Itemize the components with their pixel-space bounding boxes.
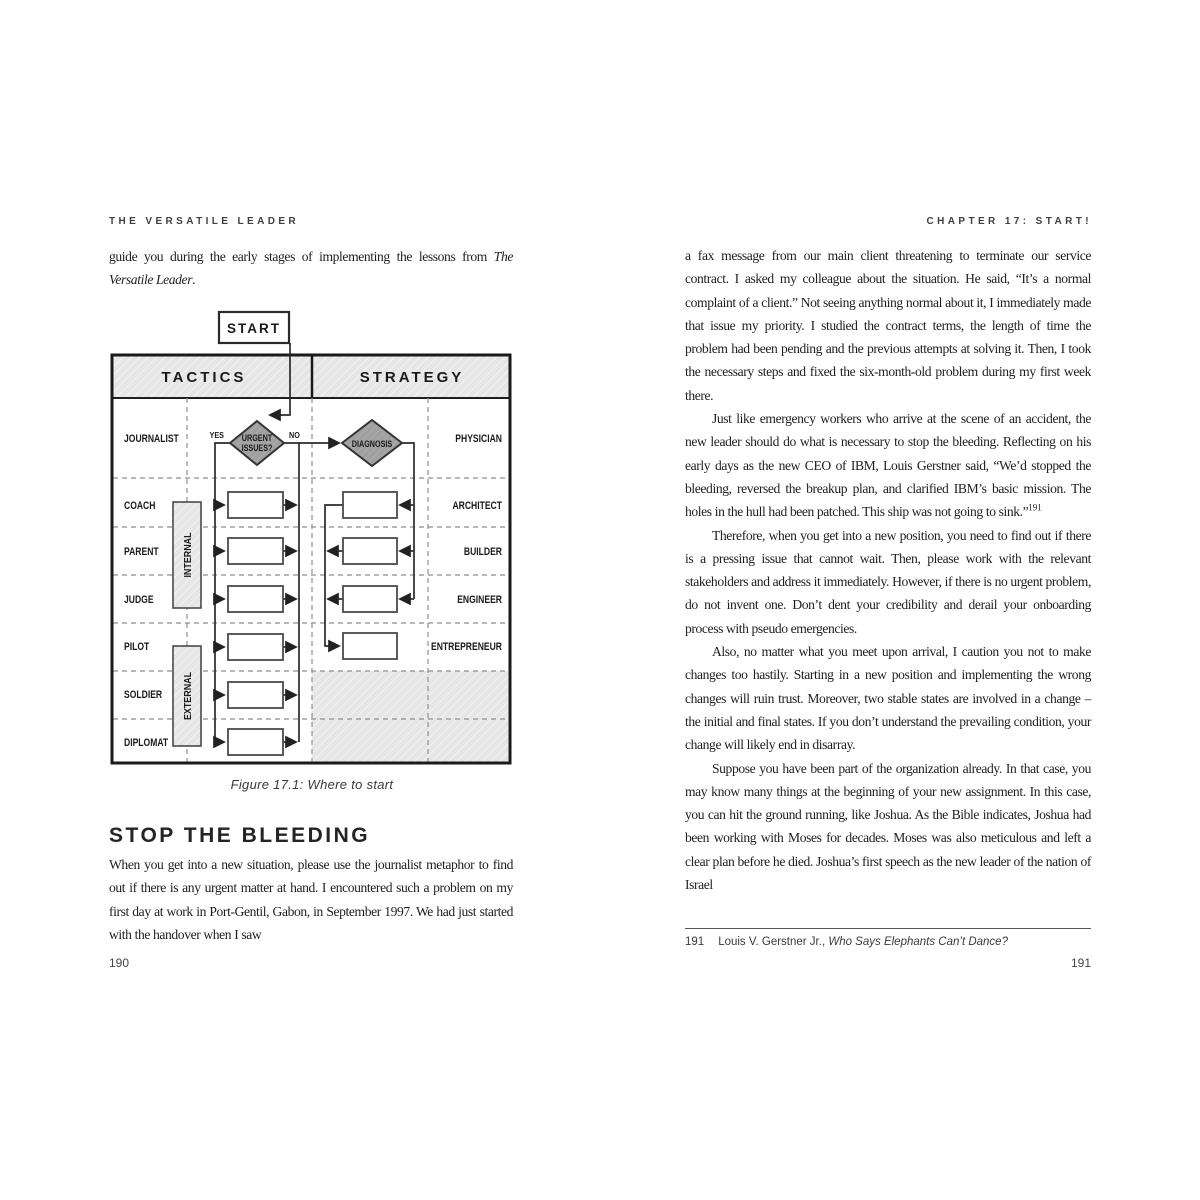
row-label: DIPLOMAT [124, 737, 169, 750]
paragraph-text: a fax message from our main client threatening to terminate our service contract. I asked my colleague about the situation. He said, “It’s a normal complaint of a client.” Not seeing anything normal about it, I immediately made that issue my priority. I studied the contract terms, the length of time the problem had been pending and the previous attempts at solving it. Then, I took the necessary steps and fixed the six-month-old problem during my first week there. [685, 248, 1091, 403]
tactics-row-labels [124, 433, 179, 749]
intro-text [109, 245, 513, 292]
no-label: NO [289, 430, 300, 441]
running-head-right: CHAPTER 17: START! [926, 216, 1092, 227]
flow-box [343, 586, 397, 612]
section-heading: STOP THE BLEEDING [109, 824, 371, 847]
footnote [685, 936, 1091, 948]
paragraph-text: Also, no matter what you meet upon arrival, I caution you not to make changes too hastily. Starting in a new position and implementing the wrong changes will ruin trust. Moreover, two stable states are involved in a change – the initial and final states. If you don’t understand the prevailing condition, your change will likely end in disarray. [685, 644, 1091, 753]
page-number-left: 190 [109, 956, 130, 970]
footnote-marker: 191 [1028, 502, 1042, 513]
tactics-header: TACTICS [161, 369, 247, 386]
yes-label: YES [209, 430, 224, 441]
row-label: JUDGE [124, 594, 154, 607]
row-label: PHYSICIAN [455, 433, 502, 446]
flow-box [228, 492, 283, 518]
external-label: EXTERNAL [182, 671, 195, 721]
intro-pre: guide you during the early stages of implementing the lessons from [109, 249, 494, 264]
left-intro-paragraph [109, 245, 513, 292]
footnote-book-title: Who Says Elephants Can’t Dance? [828, 936, 1008, 948]
row-label: COACH [124, 500, 156, 513]
paragraph-text: Therefore, when you get into a new position, you need to find out if there is a pressing issue that cannot wait. Then, please work with the relevant stakeholders and address it immediately. However, if there is no urgent problem, do not invent one. Don’t dent your credibility and derail your onboarding process with pseudo emergencies. [685, 527, 1091, 636]
tactics-boxes [228, 492, 283, 755]
footnote-rule [685, 928, 1091, 929]
paragraph-span: Just like emergency workers who arrive at the scene of an accident, the new leader should do what is necessary to stop the bleeding. Reflecting on his early days as the new CEO of IBM, Louis Gerstner said, “We’d stopped the bleeding, reversed the breakup plan, and clarified IBM’s basic mission. The holes in the hull had been patched. This ship was not going to sink.” [685, 411, 1091, 520]
running-head-left: THE VERSATILE LEADER [109, 216, 300, 227]
paragraph-text [685, 407, 1091, 523]
flow-box [228, 682, 283, 708]
paragraph-text: When you get into a new situation, please use the journalist metaphor to find out if there is any urgent matter at hand. I encountered such a problem on my first day at work in Port-Gentil, Gabon, in September 1997. We had just started with the handover when I saw [109, 857, 513, 942]
flow-box [228, 538, 283, 564]
strategy-row-labels [431, 433, 502, 653]
row-label: ENTREPRENEUR [431, 641, 502, 654]
figure-caption: Figure 17.1: Where to start [230, 777, 394, 792]
row-label: JOURNALIST [124, 433, 179, 446]
flowchart-diagram [110, 310, 514, 770]
footnote-text: Louis V. Gerstner Jr., [718, 936, 829, 948]
flow-box [343, 538, 397, 564]
figure-17-1 [110, 310, 514, 792]
footnote-number: 191 [685, 936, 705, 948]
page-number-right: 191 [1070, 956, 1091, 970]
flow-box [343, 633, 397, 659]
intro-post: . [192, 272, 196, 288]
intro-book-title: The Versatile Leader [109, 249, 513, 288]
diagnosis-label: DIAGNOSIS [351, 439, 393, 450]
left-body-paragraph [109, 853, 513, 946]
start-label: START [227, 321, 281, 336]
flow-box [343, 492, 397, 518]
shaded-empty-region [312, 671, 508, 763]
footnote-block [685, 928, 1091, 948]
row-label: ENGINEER [457, 594, 502, 607]
flow-box [228, 586, 283, 612]
internal-label: INTERNAL [182, 532, 195, 578]
strategy-header: STRATEGY [359, 369, 465, 386]
flow-box [228, 729, 283, 755]
row-label: BUILDER [463, 546, 502, 559]
urgent-issues-label-line2: ISSUES? [241, 443, 273, 454]
flow-box [228, 634, 283, 660]
row-label: PILOT [124, 641, 150, 654]
paragraph-text: Suppose you have been part of the organization already. In that case, you may know many things at the beginning of your new assignment. In this case, you can hit the ground running, like Joshua. As the Bible indicates, Joshua had been working with Moses for decades. Moses was also meticulous and left a clear plan before he died. Joshua’s first speech as the new leader of the nation of Israel [685, 760, 1091, 893]
row-label: ARCHITECT [452, 500, 502, 513]
row-label: SOLDIER [124, 689, 163, 702]
row-label: PARENT [124, 546, 159, 559]
right-body-text [685, 244, 1091, 896]
urgent-issues-label-line1: URGENT [241, 433, 273, 444]
